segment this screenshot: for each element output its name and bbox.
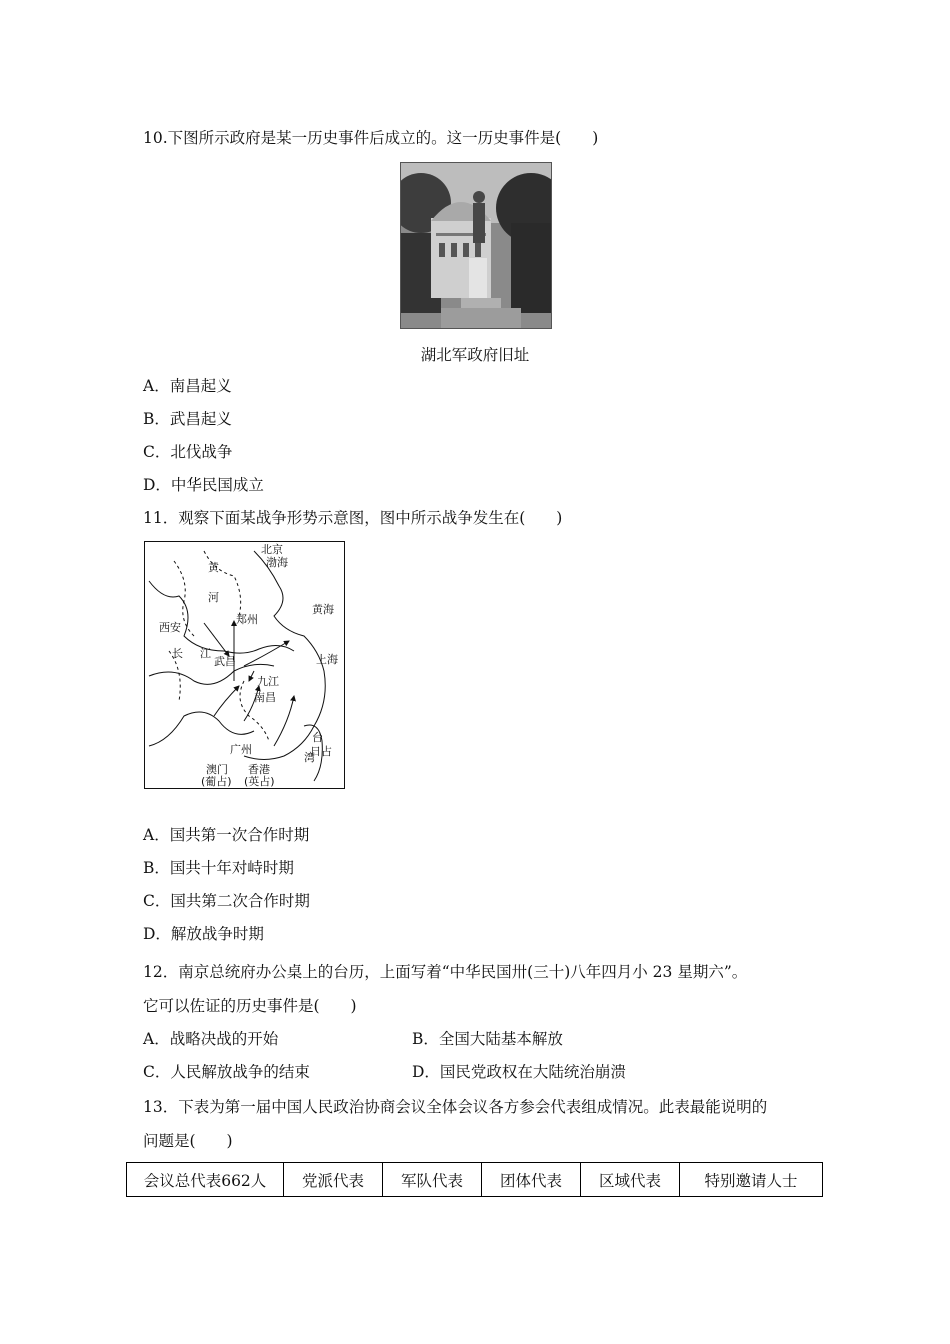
hubei-military-government-photo bbox=[400, 162, 552, 329]
map-label-aomen-note: (葡占) bbox=[201, 775, 232, 788]
map-label-beijing: 北京 bbox=[261, 543, 283, 556]
delegates-table bbox=[126, 1162, 823, 1197]
table-cell: 军队代表 bbox=[383, 1163, 482, 1197]
table-cell: 会议总代表662人 bbox=[127, 1163, 284, 1197]
table-cell: 区域代表 bbox=[581, 1163, 680, 1197]
war-situation-map bbox=[144, 541, 345, 789]
table-cell: 特别邀请人士 bbox=[680, 1163, 823, 1197]
map-label-huang: 黄 bbox=[208, 561, 219, 574]
map-label-tai: 台 bbox=[312, 731, 323, 744]
map-label-xian: 西安 bbox=[159, 621, 181, 634]
q12-stem-line1: 12．南京总统府办公桌上的台历，上面写着“中华民国卅(三十)八年四月小 23 星期六”。 bbox=[143, 963, 748, 981]
map-label-chang: 长 bbox=[172, 647, 183, 660]
map-label-bohai: 渤海 bbox=[266, 556, 288, 569]
map-label-xianggang-note: (英占) bbox=[244, 775, 275, 788]
table-cell: 团体代表 bbox=[482, 1163, 581, 1197]
q13-stem-line1: 13．下表为第一届中国人民政治协商会议全体会议各方参会代表组成情况。此表最能说明的 bbox=[143, 1098, 768, 1116]
map-label-huanghai: 黄海 bbox=[312, 603, 334, 616]
q11-stem: 11．观察下面某战争形势示意图，图中所示战争发生在( ) bbox=[143, 509, 563, 527]
q12-stem-line2: 它可以佐证的历史事件是( ) bbox=[143, 997, 357, 1015]
map-label-aomen: 澳门 bbox=[206, 763, 228, 776]
map-label-nanchang: 南昌 bbox=[254, 691, 276, 704]
q10-option-d: D．中华民国成立 bbox=[143, 476, 264, 494]
map-label-shanghai: 上海 bbox=[316, 653, 338, 666]
map-label-wan: 湾 bbox=[304, 751, 315, 764]
map-label-ri-zhan: 日占 bbox=[310, 745, 332, 758]
q11-option-b: B．国共十年对峙时期 bbox=[143, 859, 294, 877]
map-label-wuchang: 武昌 bbox=[214, 655, 236, 668]
map-label-xianggang: 香港 bbox=[248, 763, 270, 776]
map-label-zhengzhou: 郑州 bbox=[236, 613, 258, 626]
q11-option-a: A．国共第一次合作时期 bbox=[143, 826, 310, 844]
table-row bbox=[127, 1163, 823, 1197]
photo-caption: 湖北军政府旧址 bbox=[420, 346, 530, 364]
q12-option-b: B．全国大陆基本解放 bbox=[412, 1030, 563, 1048]
q11-option-d: D．解放战争时期 bbox=[143, 925, 264, 943]
map-label-jiang: 江 bbox=[200, 647, 211, 660]
map-label-jiujiang: 九江 bbox=[257, 675, 279, 688]
q12-option-c: C．人民解放战争的结束 bbox=[143, 1063, 310, 1081]
q10-option-c: C．北伐战争 bbox=[143, 443, 233, 461]
map-label-he: 河 bbox=[208, 591, 219, 604]
q10-option-b: B．武昌起义 bbox=[143, 410, 232, 428]
q10-stem: 10.下图所示政府是某一历史事件后成立的。这一历史事件是( ) bbox=[143, 129, 599, 147]
q13-stem-line2: 问题是( ) bbox=[143, 1132, 233, 1150]
q12-option-a: A．战略决战的开始 bbox=[143, 1030, 279, 1048]
q12-option-d: D．国民党政权在大陆统治崩溃 bbox=[412, 1063, 626, 1081]
map-label-guangzhou: 广州 bbox=[230, 743, 252, 756]
q10-option-a: A．南昌起义 bbox=[143, 377, 232, 395]
table-cell: 党派代表 bbox=[284, 1163, 383, 1197]
q11-option-c: C．国共第二次合作时期 bbox=[143, 892, 310, 910]
